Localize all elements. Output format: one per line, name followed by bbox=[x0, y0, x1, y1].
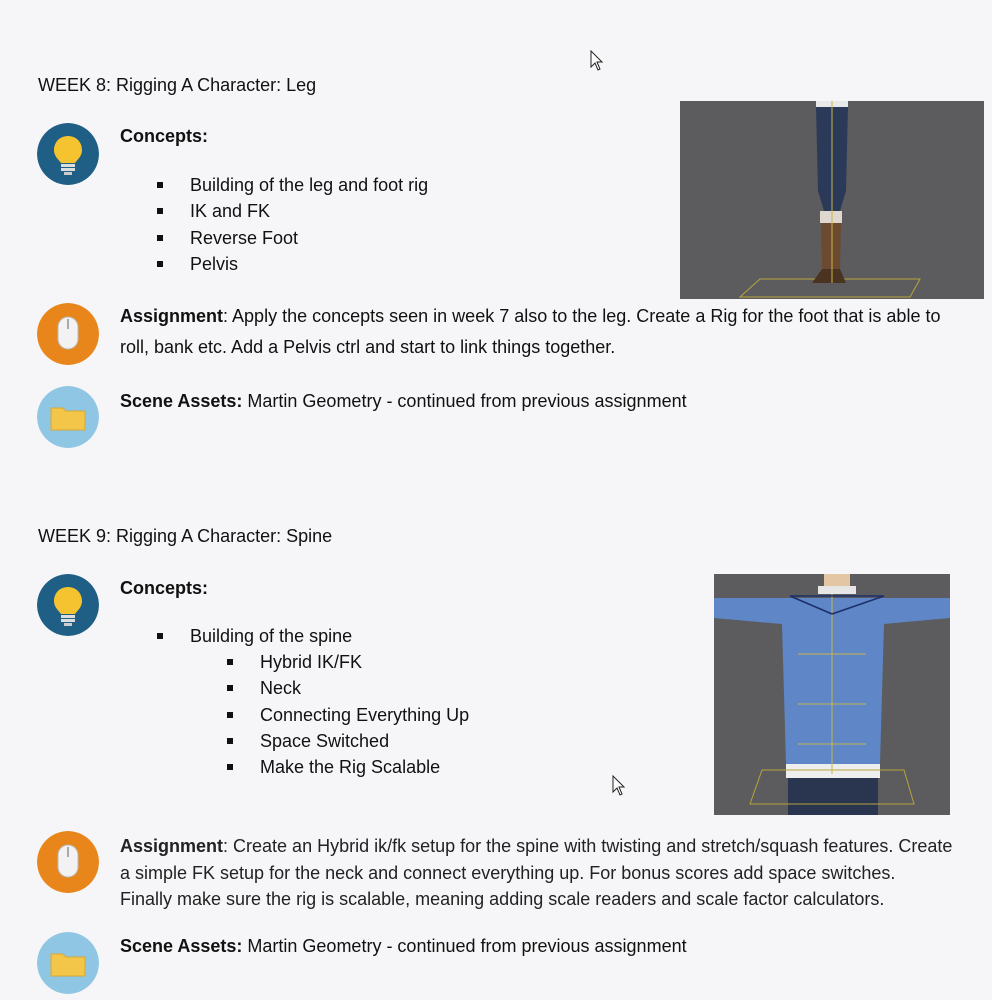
week-9-title: WEEK 9: Rigging A Character: Spine bbox=[38, 526, 333, 546]
concepts-label: Concepts: bbox=[120, 578, 209, 598]
folder-icon bbox=[37, 386, 99, 448]
concepts-sublist bbox=[260, 649, 469, 780]
list-item: Pelvis bbox=[190, 251, 428, 277]
list-item: Hybrid IK/FK bbox=[260, 649, 469, 675]
mouse-icon bbox=[37, 831, 99, 893]
list-item: Building of the leg and foot rig bbox=[190, 172, 428, 198]
week-8-title: WEEK 8: Rigging A Character: Leg bbox=[38, 75, 317, 95]
assignment-text: Assignment: Apply the concepts seen in week 7 also to the leg. Create a Rig for the foot that is able to roll, bank etc. Add a Pelvis ctrl and start to link things together. bbox=[120, 306, 941, 357]
leg-rig-image bbox=[680, 101, 984, 299]
lightbulb-icon bbox=[37, 574, 99, 636]
list-item: Neck bbox=[260, 675, 469, 701]
spine-rig-image bbox=[714, 574, 950, 815]
concepts-list bbox=[190, 172, 428, 277]
list-item: Building of the spine bbox=[190, 623, 352, 649]
list-item: IK and FK bbox=[190, 198, 428, 224]
list-item: Connecting Everything Up bbox=[260, 702, 469, 728]
list-item: Space Switched bbox=[260, 728, 469, 754]
concepts-label: Concepts: bbox=[120, 126, 209, 146]
mouse-pointer-icon bbox=[590, 50, 604, 72]
lightbulb-icon bbox=[37, 123, 99, 185]
list-item: Make the Rig Scalable bbox=[260, 754, 469, 780]
scene-assets-text: Scene Assets: Martin Geometry - continued from previous assignment bbox=[120, 936, 687, 956]
mouse-icon bbox=[37, 303, 99, 365]
folder-icon bbox=[37, 932, 99, 994]
mouse-pointer-icon bbox=[612, 775, 626, 797]
assignment-text: Assignment: Create an Hybrid ik/fk setup for the spine with twisting and stretch/squash features. Create a simple FK setup for the neck and connect everything up. For bonus scores add space switches. Finally make sure the rig is scalable, meaning adding scale readers and scale factor calculators. bbox=[120, 836, 953, 909]
list-item: Reverse Foot bbox=[190, 225, 428, 251]
concepts-list bbox=[190, 623, 352, 649]
scene-assets-text: Scene Assets: Martin Geometry - continued from previous assignment bbox=[120, 391, 687, 411]
